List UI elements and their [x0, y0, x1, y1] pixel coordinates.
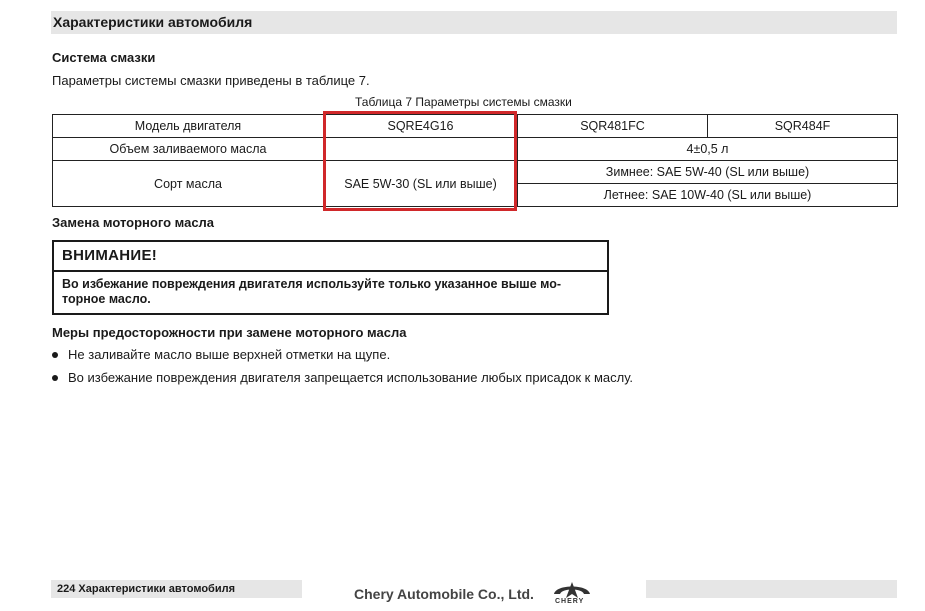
warning-text: Во избежание повреждения двигателя используйте только указанное выше мо-торное масло.: [62, 277, 562, 306]
bullet-icon: [52, 352, 58, 358]
warning-title: ВНИМАНИЕ!: [54, 242, 607, 272]
engine-model-sqre4g16: SQRE4G16: [324, 115, 518, 138]
list-item-text: Не заливайте масло выше верхней отметки на щупе.: [68, 347, 391, 362]
table-caption: Таблица 7 Параметры системы смазки: [355, 95, 572, 109]
oil-grade-sqre: SAE 5W-30 (SL или выше): [324, 161, 518, 207]
logo-text: CHERY: [555, 598, 585, 605]
footer-page-label: 224 Характеристики автомобиля: [51, 580, 302, 598]
oil-volume-label: Объем заливаемого масла: [53, 138, 324, 161]
list-item: [52, 347, 390, 362]
oil-volume-value: 4±0,5 л: [518, 138, 898, 161]
oil-change-title: Замена моторного масла: [52, 215, 215, 230]
engine-model-sqr481fc: SQR481FC: [518, 115, 708, 138]
bullet-icon: [52, 375, 58, 381]
highlight-frame: [323, 111, 517, 211]
page-header: Характеристики автомобиля: [51, 11, 897, 34]
footer-bar: [646, 580, 897, 598]
oil-grade-winter: Зимнее: SAE 5W-40 (SL или выше): [518, 161, 898, 184]
lubrication-intro: Параметры системы смазки приведены в таблице 7.: [52, 73, 370, 88]
engine-model-sqr484f: SQR484F: [708, 115, 898, 138]
precautions-title: Меры предосторожности при замене моторного масла: [52, 325, 407, 340]
warning-box: [52, 240, 609, 315]
lubrication-title: Система смазки: [52, 50, 156, 65]
list-item: [52, 370, 633, 385]
list-item-text: Во избежание повреждения двигателя запрещается использование любых присадок к маслу.: [68, 370, 634, 385]
oil-grade-summer: Летнее: SAE 10W-40 (SL или выше): [518, 184, 898, 207]
company-name: Chery Automobile Co., Ltd.: [354, 586, 534, 602]
engine-model-label: Модель двигателя: [53, 115, 324, 138]
oil-grade-label: Сорт масла: [53, 161, 324, 207]
